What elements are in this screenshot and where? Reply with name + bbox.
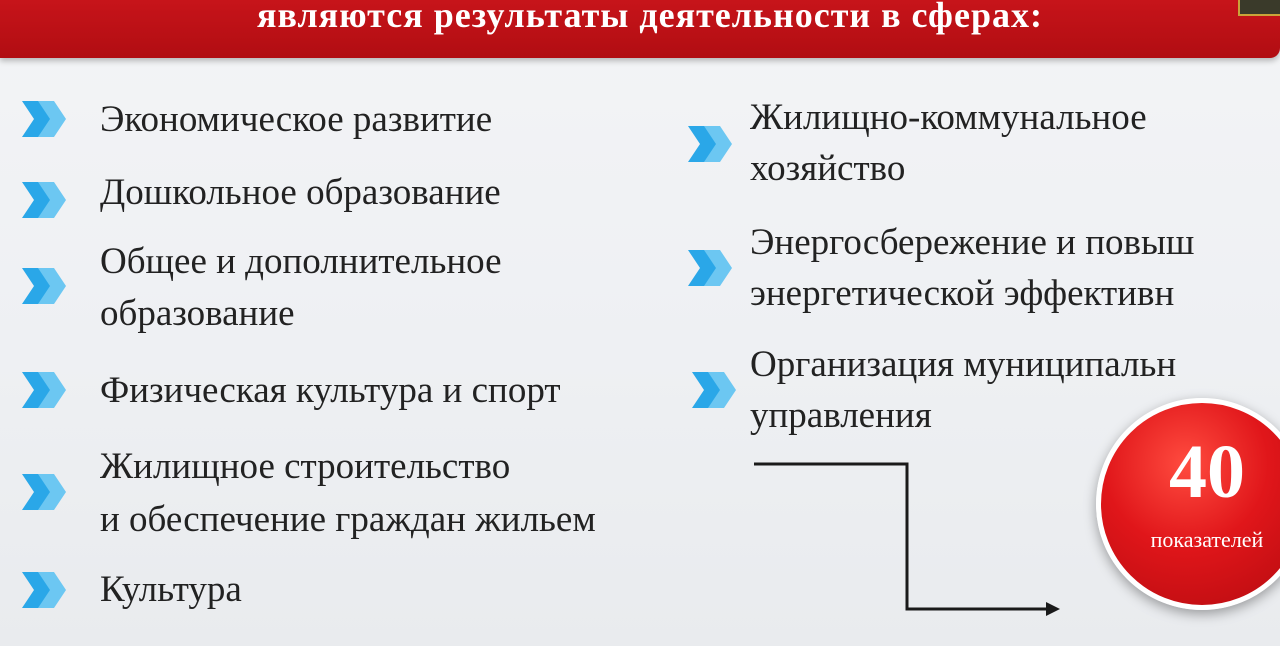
left-item-5-line-1: Жилищное строительство [100,446,511,487]
right-item-2-line-2: энергетической эффективн [750,273,1175,314]
left-item-6: Культура [100,569,242,610]
right-item-2-line-1: Энергосбережение и повыш [750,222,1195,263]
left-item-3-line-1: Общее и дополнительное [100,241,502,282]
right-item-3-line-1: Организация муниципальн [750,344,1177,385]
right-item-1-line-1: Жилищно-коммунальное [750,97,1147,138]
page-title: являются результаты деятельности в сферах: [257,0,1043,35]
right-item-3-line-2: управления [750,395,932,436]
right-item-1-line-2: хозяйство [750,148,906,189]
left-item-5-line-2: и обеспечение граждан жильем [100,499,596,540]
left-item-1: Экономическое развитие [100,99,493,140]
left-item-3-line-2: образование [100,293,295,334]
left-item-4: Физическая культура и спорт [100,370,561,411]
badge-label: показателей [1150,527,1264,552]
left-item-2: Дошкольное образование [100,172,501,213]
badge-number: 40 [1169,430,1245,514]
